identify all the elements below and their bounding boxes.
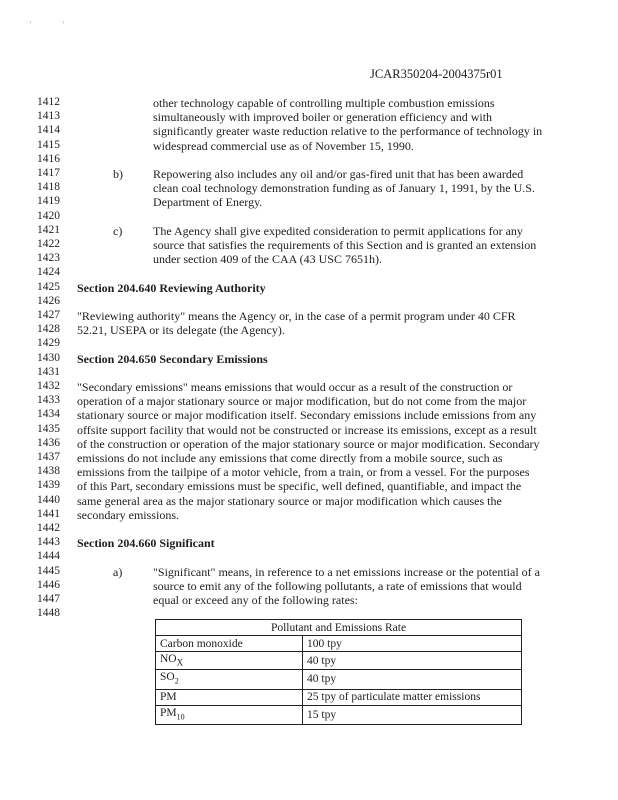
list-label: a) [113, 564, 123, 579]
line-number: 1419 [37, 195, 60, 208]
text-line: source that satisfies the requirements of this Section and is granted an extension [153, 238, 537, 252]
line-number: 1414 [37, 124, 60, 137]
text-line: equal or exceed any of the following rates: [153, 593, 358, 607]
section-heading: Section 204.640 Reviewing Authority [77, 280, 266, 295]
line-number: 1445 [37, 564, 60, 577]
pollutant-cell: $NO_X$ [156, 652, 303, 670]
table-row [156, 689, 522, 705]
line-number: 1425 [37, 280, 60, 293]
rate-cell: 25 tpy of particulate matter emissions [303, 689, 522, 705]
line-number: 1440 [37, 493, 60, 506]
table-row [156, 636, 522, 652]
rate-cell: 100 tpy [303, 636, 522, 652]
line-number: 1436 [37, 436, 60, 449]
list-label: b) [113, 167, 123, 181]
text-line: simultaneously with improved boiler or generation efficiency and with [153, 110, 493, 125]
line-number: 1431 [37, 365, 60, 378]
line-number: 1438 [37, 465, 60, 478]
text-line: "Reviewing authority" means the Agency or, in the case of a permit program under 40 CFR [77, 309, 516, 323]
table-row [156, 705, 522, 724]
table-row [156, 652, 522, 670]
rate-cell: 40 tpy [303, 652, 522, 670]
text-line: secondary emissions. [77, 507, 179, 522]
text-line: of the construction or operation of the major stationary source or major modification. Secondary [77, 436, 540, 451]
scan-mark: ' [30, 20, 32, 29]
line-number: 1432 [37, 380, 60, 392]
text-line: Department of Energy. [153, 195, 263, 210]
text-line: other technology capable of controlling multiple combustion emissions [153, 96, 495, 110]
text-line: "Significant" means, in reference to a net emissions increase or the potential of a [153, 564, 540, 579]
text-line: source to emit any of the following pollutants, a rate of emissions that would [153, 578, 522, 593]
pollutant-cell: PM [156, 689, 303, 705]
section-heading: Section 204.650 Secondary Emissions [77, 351, 268, 366]
line-number: 1423 [37, 252, 60, 265]
text-line: same general area as the major stationary source or major modification which causes the [77, 493, 502, 508]
line-number: 1442 [37, 522, 60, 534]
line-number: 1417 [37, 167, 60, 179]
line-number: 1446 [37, 578, 60, 591]
table-row [156, 670, 522, 689]
line-number: 1441 [37, 507, 60, 520]
text-line: emissions from the tailpipe of a motor vehicle, from a train, or from a vessel. For the purposes [77, 465, 530, 480]
line-number: 1420 [37, 209, 60, 222]
line-number: 1429 [37, 337, 60, 350]
text-line: 52.21, USEPA or its delegate (the Agency). [77, 323, 285, 338]
line-number: 1434 [37, 408, 60, 421]
text-line: significantly greater waste reduction relative to the performance of technology in [153, 124, 543, 139]
line-number: 1447 [37, 593, 60, 605]
line-number: 1427 [37, 309, 60, 321]
line-number: 1439 [37, 479, 60, 492]
text-line: of this Part, secondary emissions must be specific, well defined, quantifiable, and impact the [77, 479, 522, 494]
pollutant-cell: Carbon monoxide [156, 636, 303, 652]
text-line: clean coal technology demonstration funding as of January 1, 1991, by the U.S. [153, 181, 535, 196]
line-number: 1435 [37, 422, 60, 435]
text-line: offsite support facility that would not be constructed or increase its emissions, except as a result [77, 422, 537, 437]
line-number: 1413 [37, 110, 60, 123]
text-line: widespread commercial use as of November 15, 1990. [153, 138, 414, 153]
line-number: 1443 [37, 536, 60, 549]
text-line: operation of a major stationary source or major modification, but do not come from the major [77, 394, 527, 409]
pollutant-cell: $PM_{10}$ [156, 705, 303, 724]
scan-mark: ' [63, 20, 65, 29]
line-number: 1437 [37, 451, 60, 463]
text-line: Repowering also includes any oil and/or gas-fired unit that has been awarded [153, 167, 524, 181]
line-number: 1448 [37, 607, 60, 620]
text-line: under section 409 of the CAA (43 USC 7651h). [153, 252, 382, 267]
rate-cell: 15 tpy [303, 705, 522, 724]
pollutant-cell: $SO_2$ [156, 670, 303, 689]
line-number: 1418 [37, 181, 60, 194]
line-number: 1424 [37, 266, 60, 279]
line-number: 1421 [37, 223, 60, 236]
table-header-row [156, 620, 522, 636]
line-number: 1412 [37, 96, 60, 108]
text-line: emissions do not include any emissions that come directly from a mobile source, such as [77, 451, 503, 465]
line-number: 1430 [37, 351, 60, 364]
list-label: c) [113, 223, 123, 238]
pollutant-rate-table [155, 619, 522, 725]
rate-cell: 40 tpy [303, 670, 522, 689]
line-number: 1428 [37, 323, 60, 336]
line-number: 1444 [37, 550, 60, 563]
line-number: 1416 [37, 152, 60, 165]
text-line: "Secondary emissions" means emissions that would occur as a result of the construction or [77, 380, 513, 394]
table-title: Pollutant and Emissions Rate [156, 620, 522, 636]
text-line: stationary source or major modification itself. Secondary emissions include emissions from any [77, 408, 537, 423]
document-id: JCAR350204-2004375r01 [370, 67, 503, 81]
line-number: 1422 [37, 238, 60, 250]
line-number: 1433 [37, 394, 60, 407]
section-heading: Section 204.660 Significant [77, 536, 215, 551]
text-line: The Agency shall give expedited consideration to permit applications for any [153, 223, 523, 238]
line-number: 1426 [37, 294, 60, 307]
line-number: 1415 [37, 138, 60, 151]
